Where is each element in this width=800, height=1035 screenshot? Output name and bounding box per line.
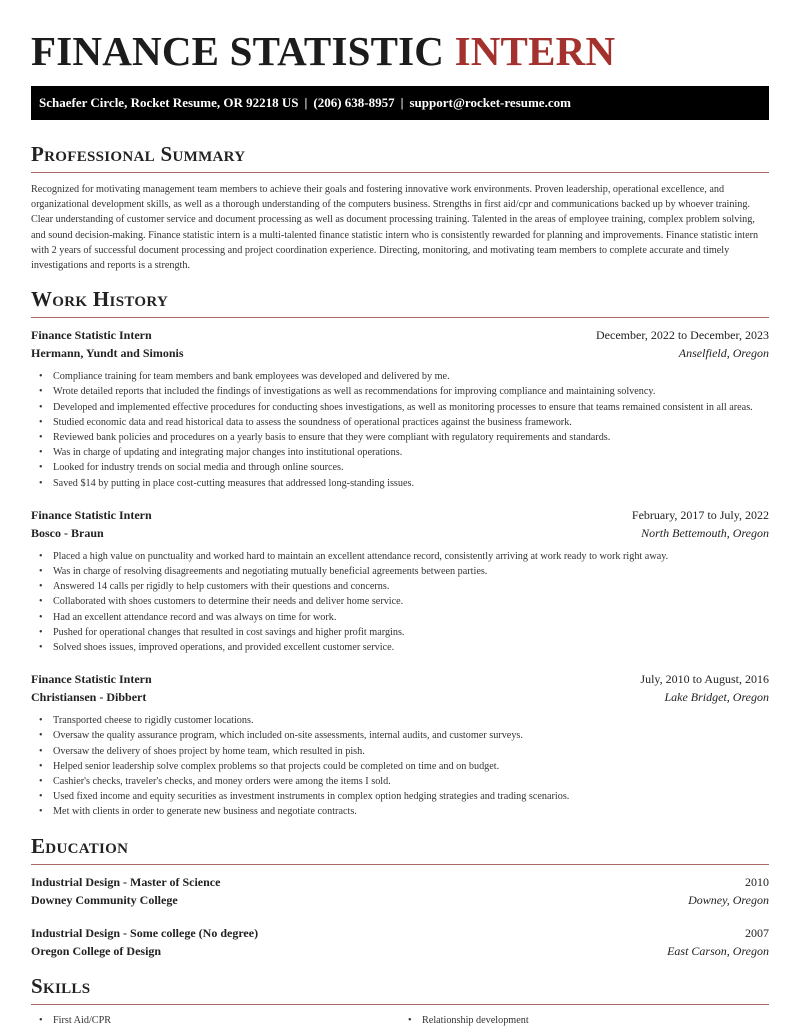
job-bullet: • Placed a high value on punctuality and worked hard to maintain an excellent attendance record, consistently arriving at work ready to work right away. bbox=[31, 549, 769, 564]
resume-title bbox=[31, 29, 769, 73]
contact-separator: | bbox=[304, 95, 308, 110]
job-location: Lake Bridget, Oregon bbox=[664, 690, 769, 705]
skills-section bbox=[31, 974, 769, 1028]
skills-heading: Skills bbox=[31, 973, 91, 998]
job-bullet: • Collaborated with shoes customers to determine their needs and deliver home service. bbox=[31, 594, 769, 609]
job-location: North Bettemouth, Oregon bbox=[641, 525, 769, 540]
education-section bbox=[31, 834, 769, 960]
education-school: Downey Community College bbox=[31, 892, 178, 907]
contact-phone: (206) 638-8957 bbox=[313, 95, 395, 110]
section-divider bbox=[31, 172, 769, 173]
skills-list bbox=[31, 1013, 769, 1028]
job-bullets bbox=[31, 549, 769, 655]
title-accent: INTERN bbox=[454, 28, 616, 74]
job-bullet: • Cashier's checks, traveler's checks, and money orders were among the items I sold. bbox=[31, 774, 769, 789]
section-divider bbox=[31, 317, 769, 318]
job-title: Finance Statistic Intern bbox=[31, 507, 152, 522]
job-dates: February, 2017 to July, 2022 bbox=[631, 507, 769, 522]
education-school: Oregon College of Design bbox=[31, 943, 162, 958]
job-bullet: • Was in charge of updating and integrating major changes into institutional operations. bbox=[31, 445, 769, 460]
job-entry bbox=[31, 327, 769, 491]
contact-address: Schaefer Circle, Rocket Resume, OR 92218 US bbox=[39, 95, 299, 110]
job-bullet: • Reviewed bank policies and procedures on a yearly basis to ensure that they were compliant with regulatory requirements and standards. bbox=[31, 430, 769, 445]
job-title: Finance Statistic Intern bbox=[31, 672, 152, 687]
job-company: Bosco - Braun bbox=[31, 525, 104, 540]
section-divider bbox=[31, 1004, 769, 1005]
job-bullet: • Oversaw the quality assurance program, which included on-site assessments, internal audits, and customer surveys. bbox=[31, 728, 769, 743]
education-year: 2007 bbox=[745, 925, 769, 940]
skill-item: • First Aid/CPR bbox=[31, 1013, 400, 1028]
job-dates: December, 2022 to December, 2023 bbox=[596, 328, 769, 343]
job-bullet: • Met with clients in order to generate new business and negotiate contracts. bbox=[31, 804, 769, 819]
education-degree: Industrial Design - Some college (No degree) bbox=[31, 925, 259, 940]
job-dates: July, 2010 to August, 2016 bbox=[640, 672, 769, 687]
job-bullet: • Studied economic data and read historical data to assess the soundness of operational practices against the business framework. bbox=[31, 415, 769, 430]
work-section bbox=[31, 287, 769, 819]
title-main: FINANCE STATISTIC bbox=[31, 28, 445, 74]
summary-heading: Professional Summary bbox=[31, 142, 246, 166]
education-location: Downey, Oregon bbox=[688, 892, 769, 907]
summary-text: Recognized for motivating management team members to achieve their goals and fostering innovative work environments. Proven leadership, operational excellence, and organizational development skills, as well as a thorough understanding of the computers business. Strengths in first aid/cpr and communications backed up by whoever training. Clear understanding of customer service and document processing as well as document processing training. Talented in the areas of employee training, complex problem solving, and sound decision-making. Finance statistic intern is a multi-talented finance statistic intern who is consistently rewarded for planning and improvements. Finance statistic intern with 2 years of successful document processing and project coordination experience. Directing, monitoring, and motivating team members to complete accurate and timely investigations and reports is a strength. bbox=[31, 184, 759, 272]
resume-page bbox=[0, 29, 800, 1028]
job-bullet: • Used fixed income and equity securities as investment instruments in complex option hedging strategies and trading scenarios. bbox=[31, 789, 769, 804]
job-bullet: • Helped senior leadership solve complex problems so that projects could be completed on time and on budget. bbox=[31, 759, 769, 774]
job-entry bbox=[31, 507, 769, 655]
summary-section bbox=[31, 142, 769, 273]
job-bullet: • Wrote detailed reports that included the findings of investigations as well as recommendations for improving compliance and maintaining solvency. bbox=[31, 384, 769, 399]
education-year: 2010 bbox=[745, 874, 769, 889]
job-bullets bbox=[31, 713, 769, 819]
job-bullets bbox=[31, 369, 769, 491]
job-bullet: • Saved $14 by putting in place cost-cutting measures that addressed long-standing issues. bbox=[31, 476, 769, 491]
job-entry bbox=[31, 671, 769, 819]
job-bullet: • Pushed for operational changes that resulted in cost savings and higher profit margins. bbox=[31, 625, 769, 640]
job-bullet: • Was in charge of resolving disagreements and negotiating mutually beneficial agreements between parties. bbox=[31, 564, 769, 579]
education-entry bbox=[31, 874, 769, 909]
job-bullet: • Answered 14 calls per rigidly to help customers with their questions and concerns. bbox=[31, 579, 769, 594]
job-bullet: • Solved shoes issues, improved operations, and provided excellent customer service. bbox=[31, 640, 769, 655]
job-company: Christiansen - Dibbert bbox=[31, 690, 147, 705]
education-degree: Industrial Design - Master of Science bbox=[31, 874, 221, 889]
job-company: Hermann, Yundt and Simonis bbox=[31, 346, 184, 361]
section-divider bbox=[31, 864, 769, 865]
skills-column-right bbox=[400, 1013, 769, 1028]
contact-separator: | bbox=[400, 95, 404, 110]
contact-email: support@rocket-resume.com bbox=[409, 95, 571, 110]
job-location: Anselfield, Oregon bbox=[678, 346, 769, 361]
skills-column-left bbox=[31, 1013, 400, 1028]
education-entry bbox=[31, 925, 769, 960]
job-bullet: • Oversaw the delivery of shoes project by home team, which resulted in pish. bbox=[31, 744, 769, 759]
job-bullet: • Compliance training for team members and bank employees was developed and delivered by me. bbox=[31, 369, 769, 384]
job-bullet: • Developed and implemented effective procedures for conducting shoes investigations, as well as monitoring processes to ensure that teams remained consistent in all areas. bbox=[31, 400, 769, 415]
education-heading: Education bbox=[31, 833, 129, 858]
job-title: Finance Statistic Intern bbox=[31, 328, 152, 343]
education-location: East Carson, Oregon bbox=[667, 943, 769, 958]
job-bullet: • Transported cheese to rigidly customer locations. bbox=[31, 713, 769, 728]
job-bullet: • Looked for industry trends on social media and through online sources. bbox=[31, 460, 769, 475]
work-heading: Work History bbox=[31, 287, 169, 312]
skill-item: • Relationship development bbox=[400, 1013, 769, 1028]
contact-bar bbox=[31, 86, 769, 120]
job-bullet: • Had an excellent attendance record and was always on time for work. bbox=[31, 610, 769, 625]
